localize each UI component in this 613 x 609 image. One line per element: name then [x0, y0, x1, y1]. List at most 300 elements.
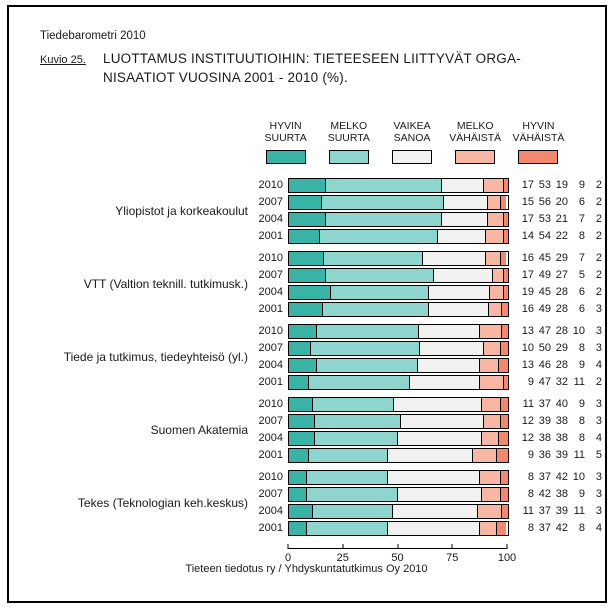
bar-row: [258, 230, 602, 243]
year-label: 2004: [258, 286, 283, 298]
value-cell: 7: [578, 213, 585, 225]
bar-segment: [504, 230, 508, 243]
value-cell: 38: [555, 432, 568, 444]
x-tick-label: 0: [284, 552, 292, 564]
bar-row: [258, 359, 602, 372]
value-cell: 49: [538, 303, 551, 315]
bar-segment: [289, 269, 326, 282]
value-cell: 39: [555, 449, 568, 461]
bar-segment: [313, 398, 394, 411]
value-cell: 10: [521, 342, 534, 354]
bar-segment: [497, 449, 508, 462]
bar-segment: [326, 269, 433, 282]
bar-track: [288, 268, 509, 283]
value-cell: 38: [538, 432, 551, 444]
value-labels: [517, 179, 602, 192]
bar-segment: [480, 471, 502, 484]
bar-segment: [322, 196, 445, 209]
bar-segment: [394, 398, 482, 411]
bar-segment: [423, 252, 487, 265]
bar-segment: [289, 213, 326, 226]
value-cell: 3: [595, 303, 602, 315]
bar-segment: [388, 522, 480, 535]
bar-segment: [289, 342, 311, 355]
bar-segment: [289, 505, 313, 518]
value-cell: 37: [538, 505, 551, 517]
year-label: 2004: [258, 359, 283, 371]
value-cell: 13: [521, 325, 534, 337]
x-tick: [288, 544, 289, 549]
bar-segment: [313, 505, 393, 518]
bar-segment: [482, 432, 500, 445]
bar-segment: [398, 488, 481, 501]
value-cell: 29: [555, 342, 568, 354]
value-cell: 36: [538, 449, 551, 461]
bar-segment: [289, 488, 307, 501]
bar-track: [288, 302, 509, 317]
chart-groups: [36, 179, 602, 535]
bar-group: [36, 325, 602, 389]
year-label: 2010: [258, 252, 283, 264]
value-cell: 2: [595, 196, 602, 208]
value-cell: 37: [538, 398, 551, 410]
bar-track: [288, 324, 509, 339]
bar-segment: [419, 325, 480, 338]
year-label: 2010: [258, 325, 283, 337]
bar-segment: [289, 359, 317, 372]
value-labels: [517, 325, 602, 338]
x-tick-label: 25: [336, 552, 349, 564]
value-cell: 3: [595, 505, 602, 517]
year-label: 2004: [258, 213, 283, 225]
bar-row: [258, 196, 602, 209]
value-cell: 28: [555, 303, 568, 315]
legend-label: [380, 120, 443, 144]
bar-segment: [444, 196, 488, 209]
bar-row: [258, 471, 602, 484]
bar-row: [258, 376, 602, 389]
bar-track: [288, 414, 509, 429]
value-cell: 53: [538, 179, 551, 191]
figure-title: [103, 49, 583, 87]
value-cell: 3: [595, 415, 602, 427]
x-tick-label: 50: [391, 552, 404, 564]
bar-segment: [504, 213, 508, 226]
bar-row: [258, 325, 602, 338]
value-cell: 27: [555, 269, 568, 281]
value-cell: 12: [521, 432, 534, 444]
legend-swatch: [329, 150, 369, 164]
bar-segment: [488, 213, 503, 226]
legend-item: [317, 120, 380, 164]
bar-segment: [323, 303, 428, 316]
value-cell: 9: [578, 359, 585, 371]
bar-segment: [309, 449, 388, 462]
bar-segment: [482, 398, 502, 411]
legend-label-line: HYVIN: [522, 120, 555, 132]
bar-segment: [478, 505, 502, 518]
value-cell: 14: [521, 230, 534, 242]
bar-row: [258, 179, 602, 192]
value-cell: 38: [555, 488, 568, 500]
value-cell: 8: [578, 415, 585, 427]
value-cell: 39: [555, 505, 568, 517]
value-cell: 17: [521, 179, 534, 191]
legend-swatch: [455, 150, 495, 164]
bar-segment: [442, 179, 484, 192]
bar-track: [288, 178, 509, 193]
value-labels: [517, 376, 602, 389]
bar-row: [258, 342, 602, 355]
bar-segment: [501, 342, 508, 355]
value-cell: 12: [521, 415, 534, 427]
bar-segment: [489, 303, 502, 316]
bar-row: [258, 398, 602, 411]
bar-row: [258, 303, 602, 316]
bar-segment: [473, 449, 497, 462]
value-cell: 17: [521, 269, 534, 281]
year-label: 2001: [258, 376, 283, 388]
value-labels: [517, 230, 602, 243]
value-cell: 46: [538, 359, 551, 371]
value-cell: 40: [555, 398, 568, 410]
bar-segment: [289, 449, 309, 462]
value-cell: 2: [595, 230, 602, 242]
value-cell: 45: [538, 286, 551, 298]
bar-segment: [289, 196, 322, 209]
value-cell: 6: [578, 286, 585, 298]
bar-track: [288, 341, 509, 356]
bar-segment: [326, 179, 442, 192]
value-cell: 11: [573, 449, 585, 461]
value-labels: [517, 398, 602, 411]
value-cell: 2: [595, 179, 602, 191]
value-labels: [517, 213, 602, 226]
value-cell: 28: [555, 286, 568, 298]
bar-segment: [289, 252, 324, 265]
bar-segment: [289, 376, 309, 389]
bar-segment: [504, 269, 508, 282]
bar-segment: [331, 286, 430, 299]
bar-segment: [320, 230, 438, 243]
value-cell: 16: [521, 252, 534, 264]
bar-row: [258, 286, 602, 299]
bar-track: [288, 285, 509, 300]
value-labels: [517, 415, 602, 428]
bar-segment: [488, 196, 501, 209]
bar-segment: [317, 325, 419, 338]
value-cell: 2: [595, 286, 602, 298]
value-labels: [517, 449, 602, 462]
bar-segment: [499, 432, 508, 445]
bar-row: [258, 269, 602, 282]
bar-segment: [490, 286, 503, 299]
legend-item: [444, 120, 507, 164]
bar-track: [288, 470, 509, 485]
group-rows: [258, 398, 602, 462]
year-label: 2010: [258, 179, 283, 191]
source-credit: Tieteen tiedotus ry / Yhdyskuntatutkimus Oy 2010: [185, 563, 428, 575]
value-cell: 9: [527, 449, 534, 461]
bar-segment: [324, 252, 423, 265]
value-cell: 29: [555, 252, 568, 264]
bar-segment: [289, 522, 307, 535]
bar-segment: [502, 325, 509, 338]
legend-item: [507, 120, 570, 164]
legend-label-line: MELKO: [456, 120, 494, 132]
bar-row: [258, 488, 602, 501]
value-cell: 42: [555, 522, 568, 534]
year-label: 2010: [258, 398, 283, 410]
value-cell: 2: [595, 376, 602, 388]
bar-group: [36, 179, 602, 243]
bar-track: [288, 448, 509, 463]
x-tick: [452, 544, 453, 549]
year-label: 2007: [258, 488, 283, 500]
legend-label-line: VAIKEA: [393, 120, 431, 132]
value-cell: 3: [595, 325, 602, 337]
bar-segment: [315, 415, 400, 428]
bar-segment: [480, 376, 504, 389]
value-cell: 2: [595, 213, 602, 225]
bar-segment: [499, 359, 508, 372]
value-cell: 11: [522, 505, 534, 517]
bar-segment: [307, 488, 399, 501]
value-labels: [517, 359, 602, 372]
bar-group: [36, 252, 602, 316]
bar-segment: [401, 415, 484, 428]
bar-segment: [307, 471, 388, 484]
value-labels: [517, 505, 602, 518]
value-cell: 56: [538, 196, 551, 208]
bar-track: [288, 431, 509, 446]
bar-segment: [502, 505, 509, 518]
bar-segment: [410, 376, 479, 389]
bar-track: [288, 229, 509, 244]
bar-track: [288, 358, 509, 373]
value-cell: 8: [578, 522, 585, 534]
bar-segment: [429, 286, 490, 299]
year-label: 2001: [258, 522, 283, 534]
bar-segment: [429, 303, 489, 316]
value-labels: [517, 471, 602, 484]
value-cell: 53: [538, 213, 551, 225]
legend-swatch: [266, 150, 306, 164]
group-rows: [258, 252, 602, 316]
year-label: 2007: [258, 196, 283, 208]
value-cell: 28: [555, 359, 568, 371]
value-cell: 5: [578, 269, 585, 281]
bar-track: [288, 504, 509, 519]
bar-segment: [501, 398, 508, 411]
legend-label-line: MELKO: [330, 120, 368, 132]
bar-row: [258, 252, 602, 265]
value-cell: 8: [527, 488, 534, 500]
bar-segment: [309, 376, 411, 389]
bar-segment: [289, 325, 317, 338]
bar-track: [288, 487, 509, 502]
bar-row: [258, 449, 602, 462]
value-labels: [517, 432, 602, 445]
group-label: Yliopistot ja korkeakoulut: [115, 204, 248, 218]
value-cell: 22: [555, 230, 568, 242]
legend-label-line: SUURTA: [264, 132, 307, 144]
legend-item: [380, 120, 443, 164]
value-cell: 9: [578, 179, 585, 191]
value-cell: 39: [538, 415, 551, 427]
bar-segment: [482, 488, 502, 501]
x-tick: [397, 544, 398, 549]
bar-segment: [501, 471, 508, 484]
bar-segment: [501, 252, 505, 265]
year-label: 2007: [258, 342, 283, 354]
bar-segment: [289, 415, 315, 428]
value-cell: 11: [573, 376, 585, 388]
bar-track: [288, 397, 509, 412]
value-cell: 21: [555, 213, 568, 225]
bar-segment: [326, 213, 442, 226]
bar-segment: [418, 359, 479, 372]
group-label: Tiede ja tutkimus, tiedeyhteisö (yl.): [63, 350, 248, 364]
bar-track: [288, 375, 509, 390]
value-cell: 3: [595, 398, 602, 410]
value-cell: 6: [578, 303, 585, 315]
value-cell: 49: [538, 269, 551, 281]
value-cell: 8: [578, 230, 585, 242]
legend-label-line: VÄHÄISTÄ: [449, 132, 502, 144]
value-cell: 2: [595, 252, 602, 264]
value-cell: 11: [573, 505, 585, 517]
bar-group: [36, 471, 602, 535]
value-cell: 10: [572, 471, 585, 483]
bar-segment: [502, 303, 508, 316]
bar-segment: [289, 230, 320, 243]
value-cell: 4: [595, 522, 602, 534]
legend-label: [254, 120, 317, 144]
value-cell: 19: [555, 179, 568, 191]
bar-segment: [289, 303, 323, 316]
legend-label-line: SUURTA: [327, 132, 370, 144]
value-labels: [517, 488, 602, 501]
legend-label-line: HYVIN: [269, 120, 302, 132]
legend-swatch: [518, 150, 558, 164]
bar-segment: [504, 286, 508, 299]
value-cell: 7: [578, 252, 585, 264]
bar-segment: [501, 488, 508, 501]
group-label: VTT (Valtion teknill. tutkimusk.): [83, 277, 248, 291]
year-label: 2001: [258, 303, 283, 315]
value-cell: 45: [538, 252, 551, 264]
value-cell: 11: [522, 398, 534, 410]
stacked-bar-chart: [36, 179, 602, 568]
bar-segment: [504, 179, 508, 192]
value-cell: 37: [538, 471, 551, 483]
year-label: 2007: [258, 415, 283, 427]
bar-segment: [289, 286, 331, 299]
bar-segment: [442, 213, 488, 226]
value-cell: 17: [521, 213, 534, 225]
bar-segment: [504, 376, 508, 389]
value-labels: [517, 342, 602, 355]
bar-segment: [289, 471, 307, 484]
bar-segment: [484, 415, 502, 428]
value-cell: 9: [578, 488, 585, 500]
figure-title-line1: LUOTTAMUS INSTITUUTIOIHIN: TIETEESEEN LIITTYVÄT ORGA-: [103, 51, 521, 66]
value-cell: 38: [555, 415, 568, 427]
value-cell: 13: [521, 359, 534, 371]
figure-title-line2: NISAATIOT VUOSINA 2001 - 2010 (%).: [103, 70, 348, 85]
bar-segment: [289, 398, 313, 411]
value-labels: [517, 286, 602, 299]
value-cell: 42: [538, 488, 551, 500]
group-rows: [258, 179, 602, 243]
year-label: 2004: [258, 432, 283, 444]
value-cell: 8: [578, 342, 585, 354]
bar-row: [258, 213, 602, 226]
group-label: Suomen Akatemia: [150, 423, 248, 437]
bar-segment: [486, 230, 504, 243]
value-cell: 3: [595, 342, 602, 354]
x-tick-label: 75: [446, 552, 459, 564]
group-label: Tekes (Teknologian keh.keskus): [77, 496, 248, 510]
value-cell: 32: [555, 376, 568, 388]
value-cell: 47: [538, 376, 551, 388]
bar-track: [288, 521, 509, 536]
bar-segment: [393, 505, 478, 518]
value-cell: 10: [572, 325, 585, 337]
value-cell: 8: [578, 432, 585, 444]
bar-segment: [311, 342, 421, 355]
bar-segment: [484, 179, 504, 192]
value-cell: 28: [555, 325, 568, 337]
legend-label: [317, 120, 380, 144]
figure-number-label: Kuvio 25.: [40, 54, 86, 66]
bar-segment: [497, 522, 506, 535]
bar-segment: [317, 359, 418, 372]
bar-segment: [307, 522, 388, 535]
year-label: 2004: [258, 505, 283, 517]
value-labels: [517, 269, 602, 282]
value-cell: 16: [521, 303, 534, 315]
value-cell: 54: [538, 230, 551, 242]
value-cell: 8: [527, 522, 534, 534]
bar-group: [36, 398, 602, 462]
x-tick-label: 100: [497, 552, 517, 564]
bar-segment: [289, 432, 315, 445]
bar-segment: [493, 269, 504, 282]
value-labels: [517, 522, 602, 535]
legend-label-line: SANOA: [393, 132, 431, 144]
bar-segment: [315, 432, 398, 445]
bar-segment: [434, 269, 493, 282]
x-tick: [342, 544, 343, 549]
value-labels: [517, 252, 602, 265]
value-cell: 9: [578, 398, 585, 410]
value-cell: 15: [521, 196, 534, 208]
bar-row: [258, 415, 602, 428]
legend-label: [444, 120, 507, 144]
group-rows: [258, 471, 602, 535]
bar-segment: [388, 471, 480, 484]
value-cell: 5: [595, 449, 602, 461]
bar-segment: [388, 449, 473, 462]
value-cell: 20: [555, 196, 568, 208]
value-cell: 8: [527, 471, 534, 483]
report-label: Tiedebarometri 2010: [40, 30, 146, 42]
value-cell: 3: [595, 488, 602, 500]
x-tick: [507, 544, 508, 549]
value-cell: 9: [527, 376, 534, 388]
